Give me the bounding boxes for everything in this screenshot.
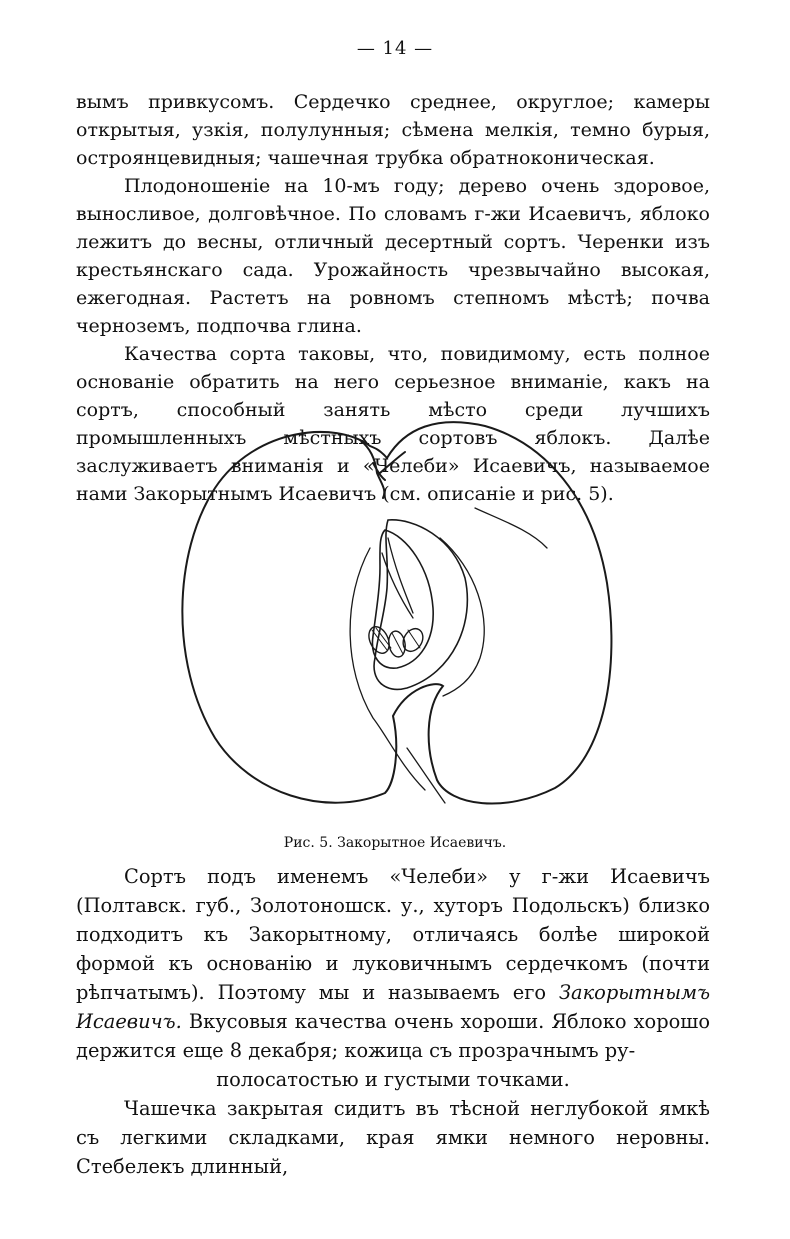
core-outline [374,520,467,690]
variety-name-italic: Закорытнымъ Исаевичъ. [76,981,710,1033]
page-number: — 14 — [356,38,434,59]
apple-cross-section-figure [175,418,620,818]
paragraph-4 [76,862,710,1094]
paragraph-4-text-c: полосатостью и густыми точками. [216,1068,570,1091]
paragraph-4-text-a: Сортъ подъ именемъ «Челеби» у г-жи Исаевичъ (Полтавск. губ., Золотоношск. у., хуторъ Подольскъ) близко подходитъ къ Закорытному, отличаясь болѣе широкой формой къ основанію и луковичнымъ сердечкомъ (почти рѣпчатымъ). Поэтому мы и называемъ его [76,865,710,1004]
paragraph-1: вымъ привкусомъ. Сердечко среднее, округлое; камеры открытыя, узкія, полулунныя; сѣмена мелкія, темно бурыя, остроянцевидныя; чашечная трубка обратноконическая. [76,91,710,169]
paragraph-5: Чашечка закрытая сидитъ въ тѣсной неглубокой ямкѣ съ легкими складками, края ямки немного неровны. Стебелекъ длинный, [76,1097,710,1178]
apple-outline [182,422,611,803]
paragraph-3: Качества сорта таковы, что, повидимому, есть полное основаніе обратить на него серьезное вниманіе, какъ на сортъ, способный занять мѣсто среди лучшихъ промышленныхъ мѣстныхъ сортовъ яблокъ. Далѣе заслуживаетъ вниманія и «Челеби» Исаевичъ, называемое нами Закорытнымъ Исаевичъ (см. описаніе и рис. 5). [76,343,710,505]
text-block-bottom [76,862,710,1181]
paragraph-2: Плодоношеніе на 10-мъ году; дерево очень здоровое, выносливое, долговѣчное. По словамъ г-жи Исаевичъ, яблоко лежитъ до весны, отличный десертный сортъ. Черенки изъ крестьянскаго сада. Урожайность чрезвычайно высокая, ежегодная. Растетъ на ровномъ степномъ мѣстѣ; почва черноземъ, подпочва глина. [76,175,710,337]
seed-cavity [372,530,433,668]
stem-cavity [360,440,405,498]
figure-caption: Рис. 5. Закорытное Исаевичъ. [283,835,507,851]
paragraph-4-text-b: Вкусовыя качества очень хороши. Яблоко хорошо держится еще 8 декабря; кожица съ прозрачнымъ ру- [76,1010,710,1062]
